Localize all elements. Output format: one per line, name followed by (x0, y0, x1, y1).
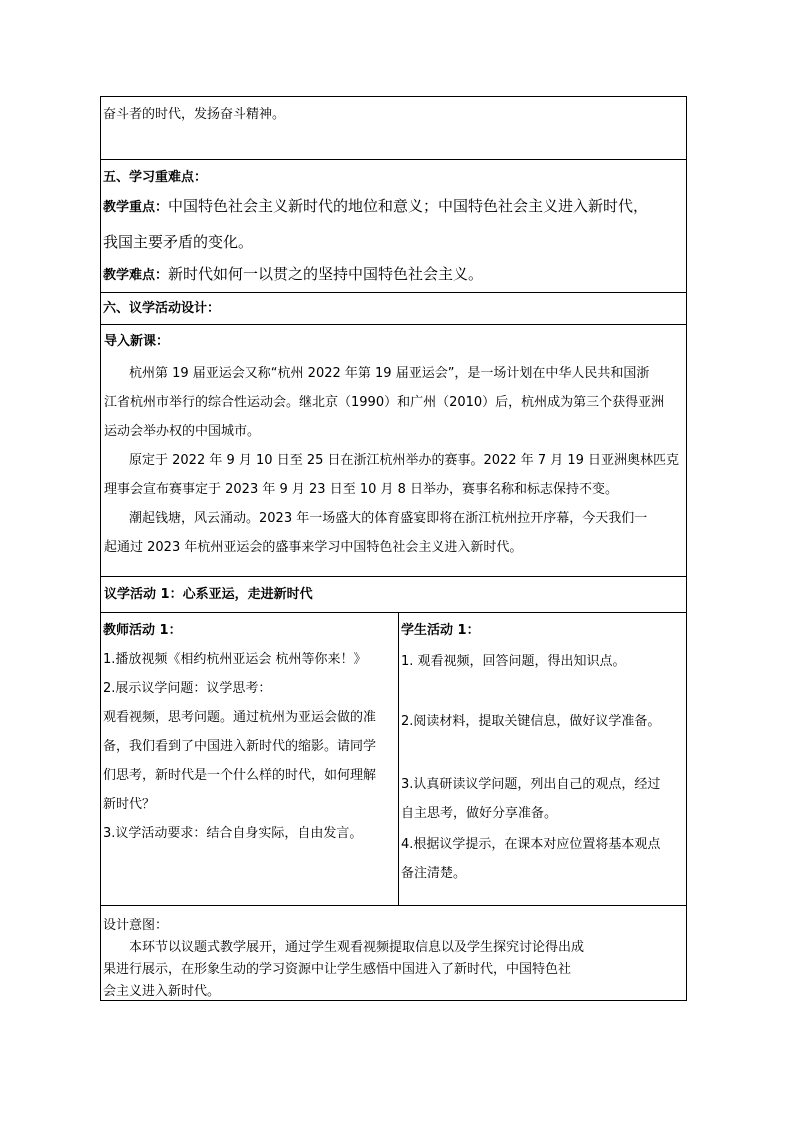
intro-p1-line-1: 杭州第 19 届亚运会又称“杭州 2022 年第 19 届亚运会”，是一场计划在中华人民共和国浙 (129, 366, 650, 381)
teacher-step-2: 2.展示议学问题：议学思考： (103, 681, 272, 696)
key-points-label: 教学重点： (103, 200, 169, 215)
continuation-text: 奋斗者的时代，发扬奋斗精神。 (103, 107, 286, 122)
row-introduction (101, 324, 686, 576)
activity-1-heading: 议学活动 1：心系亚运，走进新时代 (104, 587, 313, 602)
difficult-points-line (101, 252, 686, 286)
design-intent-heading: 设计意图： (103, 918, 169, 933)
student-step-1: 1. 观看视频，回答问题，得出知识点。 (401, 654, 626, 669)
key-points-line-1 (101, 188, 686, 218)
teacher-step-3: 3.议学活动要求：结合自身实际，自由发言。 (103, 826, 363, 841)
lesson-plan-table (100, 96, 687, 1001)
key-points-line-2: 我国主要矛盾的变化。 (103, 233, 254, 251)
row-activity-1-details (101, 612, 686, 905)
teacher-step-2-line-b: 备，我们看到了中国进入新时代的缩影。请同学 (103, 739, 377, 754)
key-points-text: 中国特色社会主义新时代的地位和意义；中国特色社会主义进入新时代， (168, 197, 649, 215)
teacher-activity-heading: 教师活动 1： (103, 623, 182, 638)
intro-p2-line-1: 原定于 2022 年 9 月 10 日至 25 日在浙江杭州举办的赛事。2022 年 7 月 19 日亚洲奥林匹克 (129, 453, 680, 468)
teacher-step-2-line-d: 新时代？ (103, 797, 156, 812)
difficult-points-text: 新时代如何一以贯之的坚持中国特色社会主义。 (168, 265, 484, 283)
section-heading-6: 六、议学活动设计： (103, 301, 221, 316)
intro-p3-line-2: 起通过 2023 年杭州亚运会的盛事来学习中国特色社会主义进入新时代。 (104, 540, 523, 555)
row-key-difficult-points (101, 159, 686, 292)
difficult-points-label: 教学难点： (103, 268, 169, 283)
intro-p3-line-1: 潮起钱塘，风云涌动。2023 年一场盛大的体育盛宴即将在浙江杭州拉开序幕，今天我们一 (129, 511, 648, 526)
student-step-2: 2.阅读材料，提取关键信息，做好议学准备。 (401, 714, 661, 729)
student-activity-heading: 学生活动 1： (401, 623, 480, 638)
student-step-4-cont: 备注清楚。 (401, 866, 467, 881)
intro-heading: 导入新课： (104, 334, 170, 349)
teacher-step-2-line-c: 们思考，新时代是一个什么样的时代，如何理解 (103, 768, 377, 783)
teacher-step-1: 1.播放视频《相约杭州亚运会 杭州等你来！》 (103, 652, 367, 667)
intro-p1-line-2: 江省杭州市举行的综合性运动会。继北京（1990）和广州（2010）后，杭州成为第三个获得亚洲 (104, 395, 665, 410)
row-continuation (101, 97, 686, 159)
teacher-activity-cell (101, 613, 399, 905)
design-intent-line-2: 果进行展示，在形象生动的学习资源中让学生感悟中国进入了新时代，中国特色社 (103, 962, 572, 977)
row-activity-design (101, 292, 686, 324)
intro-p1-line-3: 运动会举办权的中国城市。 (104, 424, 261, 439)
student-step-4: 4.根据议学提示，在课本对应位置将基本观点 (401, 837, 661, 852)
row-activity-1-title (101, 576, 686, 612)
design-intent-line-1: 本环节以议题式教学展开，通过学生观看视频提取信息以及学生探究讨论得出成 (129, 940, 585, 955)
teacher-step-2-line-a: 观看视频，思考问题。通过杭州为亚运会做的准 (103, 710, 377, 725)
design-intent-line-3: 会主义进入新时代。 (103, 984, 221, 999)
student-step-3: 3.认真研读议学问题，列出自己的观点，经过 (401, 777, 661, 792)
section-heading-5: 五、学习重难点： (103, 170, 208, 185)
student-activity-cell (399, 613, 686, 905)
intro-p2-line-2: 理事会宣布赛事定于 2023 年 9 月 23 日至 10 月 8 日举办，赛事名称和标志保持不变。 (104, 482, 619, 497)
student-step-3-cont: 自主思考，做好分享准备。 (401, 806, 558, 821)
row-design-intent (101, 905, 686, 1000)
